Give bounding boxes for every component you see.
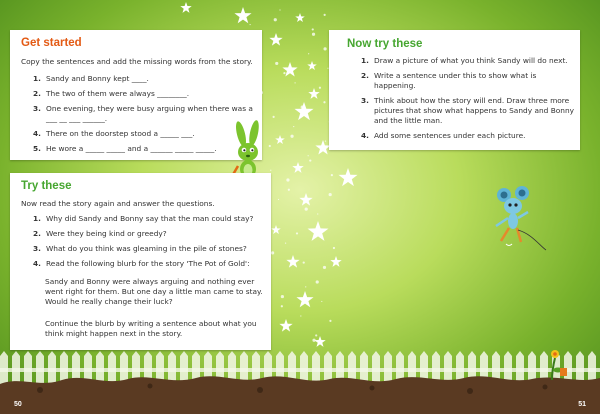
sparkle-dot (321, 301, 322, 302)
story-blurb: Sandy and Bonny were always arguing and nothing ever went right for them. But one day a little man came to stay. Would he really change their luck? (45, 277, 263, 306)
sparkle-dot (293, 126, 294, 127)
star-icon (330, 256, 341, 267)
sparkle-dot (317, 213, 318, 214)
sparkle-dot (305, 208, 308, 211)
sparkle-dot (325, 141, 326, 142)
sparkle-dot (279, 9, 280, 10)
mouse-mascot-icon (488, 186, 548, 258)
try-these-list (33, 214, 267, 274)
star-icon (275, 135, 285, 144)
list-item: 4. Add some sentences under each picture. (361, 131, 526, 140)
sparkle-dot (303, 261, 305, 263)
sparkle-dot (308, 53, 309, 54)
sparkle-dot (286, 178, 289, 181)
sparkle-dot (324, 14, 326, 16)
star-icon (338, 168, 357, 186)
page-number-right: 51 (578, 401, 586, 408)
sparkle-dot (294, 82, 295, 83)
star-icon (269, 33, 282, 46)
page-number-left: 50 (14, 401, 22, 408)
sparkle-dot (329, 320, 331, 322)
star-icon (307, 61, 317, 70)
list-item: 1. Draw a picture of what you think Sandy will do next. (361, 56, 568, 65)
sparkle-dot (323, 101, 325, 103)
now-try-these-list (361, 56, 575, 146)
star-icon (180, 2, 191, 13)
sparkle-dot (301, 106, 304, 109)
sparkle-dot (312, 339, 315, 342)
sparkle-dot (271, 251, 274, 254)
sparkle-dot (309, 159, 311, 161)
list-item: 5. He wore a _____ _____ and a ______ _____ _____. (33, 144, 217, 153)
list-item: 2. Write a sentence under this to show what is happening. (361, 71, 537, 90)
sparkle-dot (317, 228, 318, 229)
sparkle-dot (323, 266, 326, 269)
sparkle-dot (283, 72, 285, 74)
sparkle-dot (278, 199, 279, 200)
try-these-heading: Try these (21, 180, 72, 192)
sparkle-dot (288, 189, 290, 191)
sparkle-dot (305, 286, 306, 287)
list-item: 3. What do you think was gleaming in the pile of stones? (33, 244, 247, 253)
list-item: 3. Think about how the story will end. Draw three more pictures that show what happens to Sandy and Bonny and the little man. (361, 96, 575, 125)
try-these-instruction: Now read the story again and answer the questions. (21, 199, 215, 208)
star-icon (234, 7, 251, 23)
star-icon (296, 291, 313, 307)
sparkle-dot (274, 18, 277, 21)
list-item: 4. Read the following blurb for the story 'The Pot of Gold': (33, 259, 250, 268)
sparkle-dot (323, 47, 326, 50)
sparkle-dot (296, 232, 298, 234)
get-started-heading: Get started (21, 37, 82, 49)
sparkle-dot (250, 24, 251, 25)
sparkle-dot (273, 116, 275, 118)
sparkle-dot (290, 135, 293, 138)
now-try-these-heading: Now try these (347, 38, 423, 50)
sparkle-dot (300, 315, 301, 316)
list-item: 2. The two of them were always ________. (33, 89, 190, 98)
star-icon (279, 319, 292, 332)
sparkle-dot (285, 243, 286, 244)
get-started-card (10, 30, 262, 160)
star-icon (271, 225, 281, 234)
sparkle-dot (281, 295, 284, 298)
list-item: 3. One evening, they were busy arguing when there was a ___ __ ___ ______. (33, 104, 253, 123)
star-icon (294, 102, 313, 120)
sparkle-dot (281, 305, 283, 307)
sparkle-dot (312, 33, 315, 36)
list-item: 1. Why did Sandy and Bonny say that the man could stay? (33, 214, 254, 223)
sparkle-dot (331, 174, 333, 176)
sparkle-dot (333, 247, 335, 249)
try-these-card (10, 173, 271, 350)
star-icon (295, 13, 305, 22)
star-icon (308, 88, 319, 99)
sparkle-dot (319, 87, 321, 89)
list-item: 4. There on the doorstep stood a _____ ___. (33, 129, 195, 138)
sparkle-dot (329, 193, 332, 196)
sparkle-dot (308, 155, 309, 156)
now-try-these-card (329, 30, 580, 150)
get-started-list (33, 74, 257, 159)
list-item: 2. Were they being kind or greedy? (33, 229, 167, 238)
star-icon (299, 193, 312, 206)
star-icon (308, 221, 329, 241)
soil-icon (0, 370, 600, 414)
star-icon (282, 62, 297, 76)
sparkle-dot (312, 28, 314, 30)
blurb-instruction: Continue the blurb by writing a sentence about what you think might happen next in the story. (45, 319, 257, 338)
list-item: 1. Sandy and Bonny kept ____. (33, 74, 149, 83)
get-started-instruction: Copy the sentences and add the missing words from the story. (21, 57, 253, 66)
sparkle-dot (315, 334, 317, 336)
sparkle-dot (316, 280, 319, 283)
star-icon (292, 162, 303, 173)
star-icon (286, 255, 299, 268)
flower-icon (540, 342, 570, 382)
sparkle-dot (275, 62, 278, 65)
